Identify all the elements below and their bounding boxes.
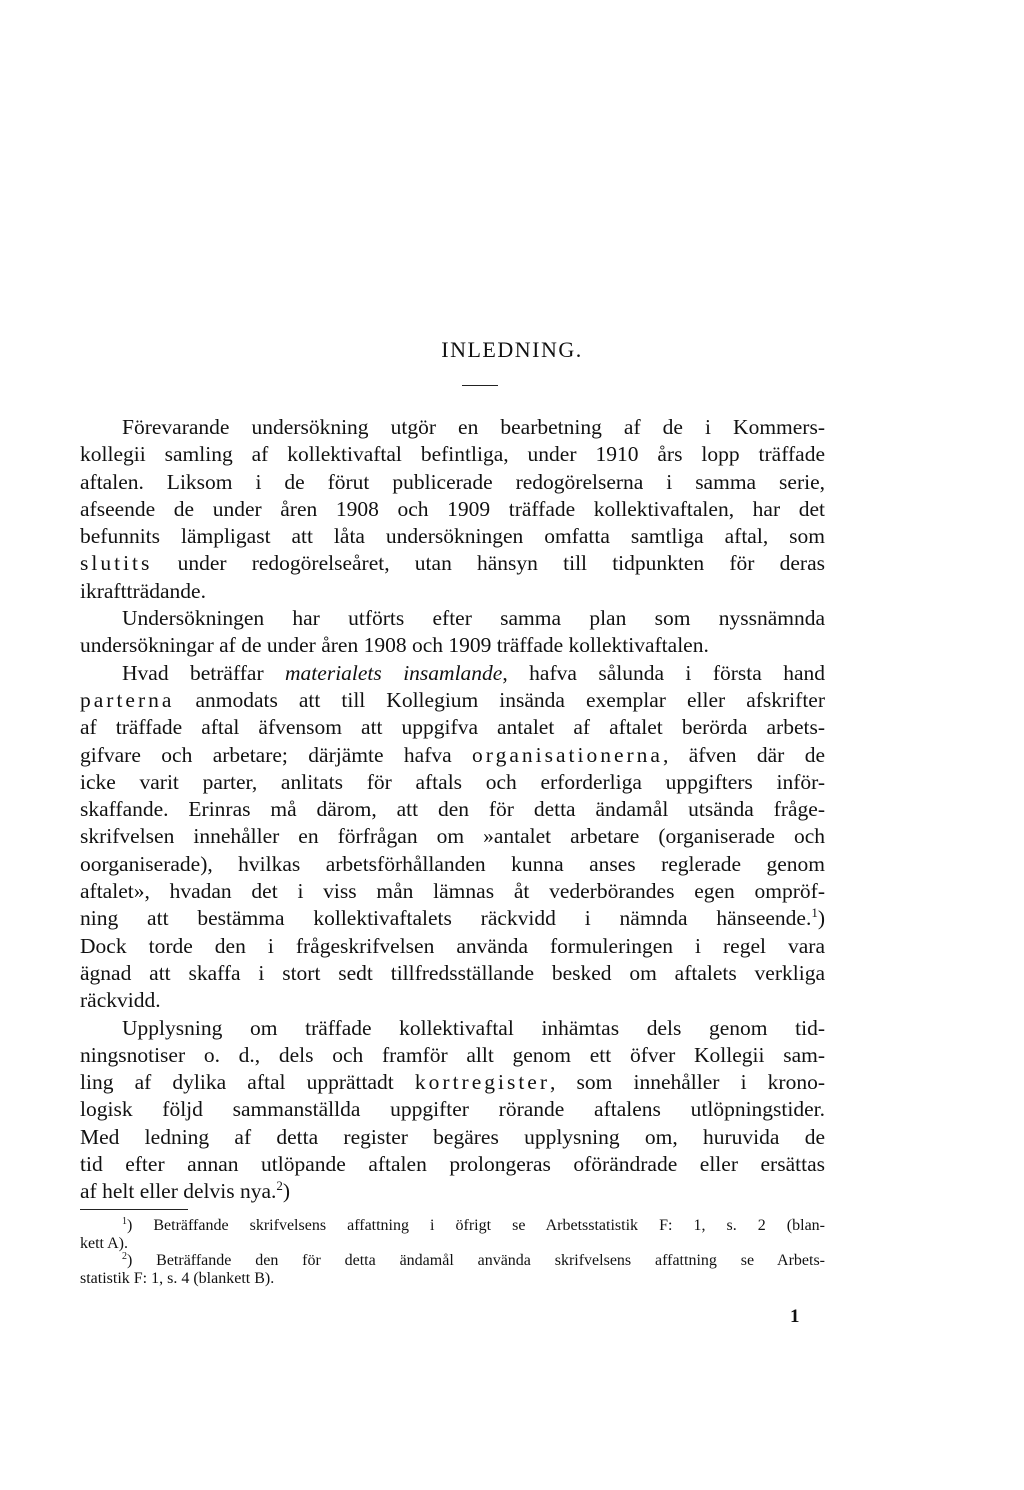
text-line [80,660,825,687]
text-line: Förevarande undersökning utgör en bearbetning af de i Kommers- [122,415,825,439]
footnote-text: ) Beträffande den för detta ändamål använda skrifvelsens affattning se Arbets- [127,1252,825,1269]
text-line: Dock torde den i frågeskrifvelsen använda formuleringen i regel vara [80,933,825,958]
text-line [80,1178,825,1205]
text-line: Undersökningen har utförts efter samma plan som nyssnämnda [122,606,825,631]
emphasized-word: organisationerna [472,742,663,767]
footnote-1 [80,1217,825,1235]
footnote-2 [80,1252,825,1270]
text-line [80,1069,825,1096]
footnotes [80,1217,825,1287]
text-fragment: under redogörelseåret, utan hänsyn till tidpunkten för deras [152,551,825,576]
text-line [80,905,825,932]
text-line: ikraftträdande. [80,578,206,603]
chapter-heading: INLEDNING. [441,337,583,362]
footnote-1-continued: kett A). [80,1234,128,1252]
footnote-mark: 1 [122,1216,127,1227]
footnote-rule [80,1209,188,1210]
text-line: icke varit parter, anlitats för aftals och erforderliga uppgifters inför- [80,769,825,794]
emphasized-word: parterna [80,687,175,712]
page-number: 1 [790,1306,800,1327]
text-line: skaffande. Erinras må därom, att den för detta ändamål utsända fråge- [80,797,825,822]
italic-term: materialets insamlande [285,660,503,685]
text-line: tid efter annan utlöpande aftalen prolongeras oförändrade eller ersättas [80,1152,825,1177]
text-fragment: ) [282,1179,291,1204]
text-line: af träffade aftal äfvensom att uppgifva antalet af aftalet berörda arbets- [80,715,825,740]
text-fragment: , hafva sålunda i första hand [502,660,826,685]
text-fragment: , äfven där de [662,742,825,767]
text-line [80,550,825,577]
text-line: räckvidd. [80,988,161,1013]
text-fragment: ning att bestämma kollektivaftalets räckvidd i nämnda hänseende. [80,906,812,931]
footnote-reference: 1 [811,905,818,921]
footnote-2-continued: statistik F: 1, s. 4 (blankett B). [80,1269,275,1287]
text-line: Med ledning af detta register begäres upplysning om, huruvida de [80,1124,825,1149]
text-fragment: anmodats att till Kollegium insända exemplar eller afskrifter [174,687,825,712]
text-line: oorganiserade), hvilkas arbetsförhållanden kunna anses reglerade genom [80,851,825,876]
emphasized-word: kortregister [414,1070,551,1095]
text-line: aftalet», hvadan det i viss mån lämnas åt vederbörandes egen ompröf- [80,879,825,904]
text-fragment: ) [817,906,825,931]
body-text [80,414,825,1206]
text-line [80,742,825,769]
text-line: Upplysning om träffade kollektivaftal inhämtas dels genom tid- [122,1015,825,1040]
text-line: kollegii samling af kollektivaftal befintliga, under 1910 års lopp träffade [80,442,825,467]
text-line: logisk följd sammanställda uppgifter rörande aftalens utlöpningstider. [80,1097,825,1122]
text-line: skrifvelsen innehåller en förfrågan om »antalet arbetare (organiserade och [80,824,825,849]
text-line: ägnad att skaffa i stort sedt tillfredsställande besked om aftalets verkliga [80,960,825,985]
text-fragment: Hvad beträffar [122,660,286,685]
text-line: ningsnotiser o. d., dels och framför allt genom ett öfver Kollegii sam- [80,1042,825,1067]
footnote-reference: 2 [276,1178,283,1194]
footnote-text: ) Beträffande skrifvelsens affattning i öfrigt se Arbetsstatistik F: 1, s. 2 (blan- [127,1217,825,1234]
footnote-mark: 2 [122,1251,127,1262]
text-fragment: af helt eller delvis nya. [80,1179,277,1204]
heading-rule [462,385,498,386]
text-line [80,687,825,714]
text-fragment: , som innehåller i krono- [550,1070,826,1095]
text-line: aftalen. Liksom i de förut publicerade redogörelserna i samma serie, [80,469,825,494]
text-fragment: ling af dylika aftal upprättadt [80,1070,415,1095]
text-fragment: gifvare och arbetare; därjämte hafva [80,742,473,767]
text-line: undersökningar af de under åren 1908 och 1909 träffade kollektivaftalen. [80,633,709,658]
emphasized-word: slutits [80,551,153,576]
text-line: afseende de under åren 1908 och 1909 träffade kollektivaftalen, har det [80,496,825,521]
text-line: befunnits lämpligast att låta undersökningen omfatta samtliga aftal, som [80,524,825,549]
